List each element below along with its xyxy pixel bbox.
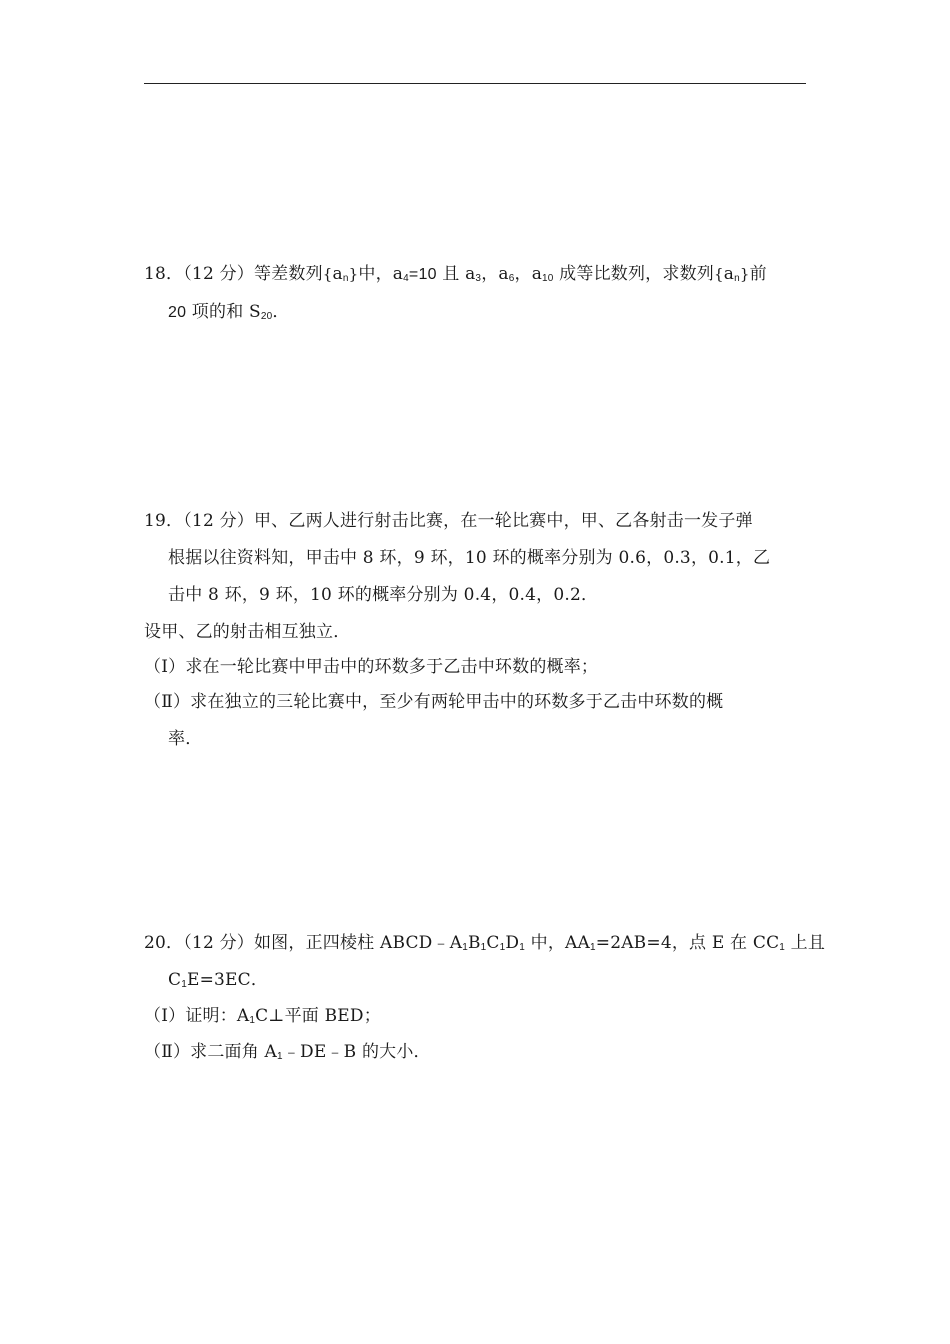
problem-19-number: 19． — [144, 511, 184, 531]
problem-19-line-2: 根据以往资料知，甲击中 8 环，9 环，10 环的概率分别为 0.6，0.3，0.1，乙 — [168, 548, 771, 568]
problem-19-text-1: 甲、乙两人进行射击比赛，在一轮比赛中，甲、乙各射击一发子弹 — [253, 511, 753, 531]
problem-20-line-2: $C_1E=3EC$． — [168, 970, 269, 990]
problem-19-line-4: 设甲、乙的射击相互独立． — [144, 622, 351, 642]
header-rule — [144, 83, 806, 84]
problem-18-line-2: 20 项的和 $S_{20}$． — [168, 302, 290, 322]
problem-20-line-1: 20．（12 分）如图，正四棱柱 $ABCD﹣A_1B_1C_1D_1$ 中，$AA_1=2AB=4$，点 E 在 $CC_1$ 上且 — [144, 933, 826, 953]
problem-19-part-2: （Ⅱ）求在独立的三轮比赛中，至少有两轮甲击中的环数多于乙击中环数的概 — [144, 692, 724, 712]
problem-20-number: 20． — [144, 933, 184, 953]
problem-18-number: 18． — [144, 264, 184, 284]
problem-20-part-1: （Ⅰ）证明：$A_1C\perp$平面 BED； — [144, 1006, 381, 1026]
problem-19-line-3: 击中 8 环，9 环，10 环的概率分别为 0.4，0.4，0.2． — [168, 585, 599, 605]
problem-20-part-2: （Ⅱ）求二面角 $A_1﹣DE﹣B$ 的大小． — [144, 1042, 431, 1062]
problem-18-score: （12 分） — [183, 264, 254, 284]
problem-19-part-2-cont: 率． — [168, 729, 203, 749]
problem-19-score: （12 分） — [183, 511, 254, 531]
problem-19-part-1: （Ⅰ）求在一轮比赛中甲击中的环数多于乙击中环数的概率； — [144, 657, 599, 677]
problem-20-score: （12 分） — [183, 933, 254, 953]
problem-18-line-1: 18．（12 分）等差数列$\{a_n\}$中，$a_4=10$ 且 $a_3$，$a_6$，$a_{10}$ 成等比数列，求数列$\{a_n\}$前 — [144, 264, 767, 284]
problem-19-line-1 — [144, 510, 753, 532]
